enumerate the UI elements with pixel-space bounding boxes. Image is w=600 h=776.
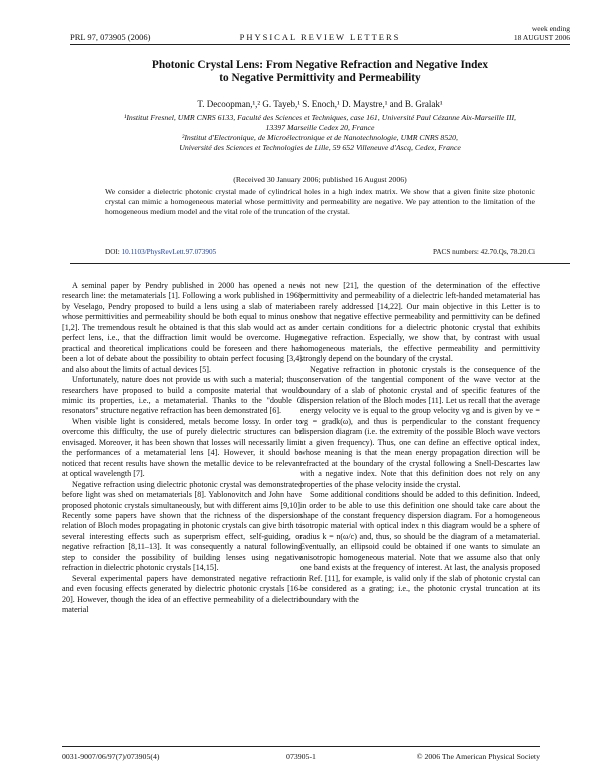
body-paragraph: A seminal paper by Pendry published in 2000 has opened a new research line: the metamaterials [1]. Following a work published in 1968 by Veselago, Pendry proposed to build a lens using a slab of material whose permittivities and permeability should be both equal to minus one [1,2]. The tremendous result he obtained is that this slab would act as a perfect lens, i.e., that the diffraction limit would be overcome. Huge practical and theoretical implications could be foreseen and there has been a lot of debate about the possibility to obtain perfect focusing [3,4] and also about the limits of actual devices [5].	[62, 281, 302, 374]
body-paragraph: When visible light is considered, metals become lossy. In order to overcome this difficulty, the use of purely dielectric structures can be envisaged. Moreover, it has been shown that losses will necessarily limit the performances of a metamaterial lens [4]. However, it should be noticed that recent results have shown the metallic device to be relevant at optical wavelength [7].	[62, 416, 302, 479]
running-header	[70, 24, 570, 44]
body-column-left	[62, 281, 302, 616]
received-date: (Received 30 January 2006; published 16 August 2006)	[233, 175, 407, 184]
footer-page-number: 073905-1	[286, 752, 316, 761]
affiliation-line: Université des Sciences et Technologies de Lille, 59 652 Villeneuve d'Ascq, Cedex, France	[179, 143, 461, 152]
body-paragraph: Several experimental papers have demonstrated negative refraction and even focusing effects generated by dielectric photonic crystals [16–20]. However, though the idea of an effective permeability of a dielectric material	[62, 573, 302, 615]
affiliation-line: 13397 Marseille Cedex 20, France	[265, 123, 375, 132]
title-line-1: Photonic Crystal Lens: From Negative Refraction and Negative Index	[151, 59, 489, 71]
header-date-line2: 18 AUGUST 2006	[513, 33, 570, 42]
doi-label: DOI:	[105, 248, 120, 256]
body-paragraph: Unfortunately, nature does not provide us with such a material; thus, researchers have proposed to build a composite material that would mimic its properties, i.e., a metamaterial. Thanks to the "double C resonators" structure negative refraction has been demonstrated [6].	[62, 375, 302, 416]
author-list: T. Decoopman,¹,² G. Tayeb,¹ S. Enoch,¹ D. Maystre,¹ and B. Gralak¹	[197, 99, 443, 109]
header-journal: PHYSICAL REVIEW LETTERS	[239, 32, 401, 42]
body-column-right	[300, 281, 540, 605]
doi-line	[105, 248, 216, 256]
abstract-rule	[70, 263, 570, 264]
body-paragraph: Some additional conditions should be added to this definition. Indeed, in order to be able to use this definition one should take care about the shape of the constant frequency dispersion diagram. For a homogeneous isotropic material with optical index n this diagram would be a sphere of radius k = n(ω/c) and, thus, so should be the diagram of a metamaterial. Eventually, an ellipsoid could be obtained if one wants to simulate an anisotropic homogeneous material. Note that we assume also that only one band exists at the frequency of interest. At last, the analysis proposed in Ref. [11], for example, is valid only if the slab of photonic crystal can be considered as a grating; i.e., the photonic crystal truncation at its boundary with the	[300, 490, 540, 604]
footer-code: 0031-9007/06/97(7)/073905(4)	[62, 752, 160, 761]
footer-rule	[62, 746, 540, 747]
footer-copyright: © 2006 The American Physical Society	[416, 752, 540, 761]
affiliations	[70, 113, 570, 153]
header-date	[514, 24, 570, 42]
paper-title	[70, 59, 570, 85]
body-paragraph: Negative refraction using dielectric photonic crystal was demonstrated before light was shed on metamaterials [8]. Yablonovitch and John have proposed photonic crystals simultaneously, but with different aims [9,10]. Recently some papers have shown that the richness of the dispersion relation of Bloch modes propagating in photonic crystals can give birth to several interesting effects such as superprism effect, self-guiding, or negative refraction [8,11–13]. It was consequently a natural following step to consider the possibility of building lenses using negative refraction in dielectric photonic crystals [14,15].	[62, 479, 302, 573]
abstract: We consider a dielectric photonic crystal made of cylindrical holes in a high index matrix. We show that a given finite size photonic crystal can mimic a homogeneous material whose permittivity and permeability are negative. We pay attention to the limitation of the homogeneous medium model and the vital role of the truncation of the crystal.	[105, 187, 535, 217]
affiliation-line: ¹Institut Fresnel, UMR CNRS 6133, Faculté des Sciences et Techniques, case 161, Université Paul Cézanne Aix-Marseille III,	[123, 113, 517, 122]
body-paragraph: is not new [21], the question of the determination of the effective permittivity and permeability of a dielectric left-handed metamaterial has been rarely addressed [14,22]. Our main objective in this Letter is to show that negative effective permeability and permittivity can be defined under certain conditions for a dielectric photonic crystal that exhibits negative refraction. Especially, we show that, by contrast with usual homogeneous materials, the effective permeability and permittivity strongly depend on the boundary of the crystal.	[300, 281, 540, 364]
title-line-2: to Negative Permittivity and Permeability	[219, 72, 421, 84]
header-rule	[70, 44, 570, 45]
pacs-numbers: PACS numbers: 42.70.Qs, 78.20.Ci	[433, 248, 535, 256]
affiliation-line: ²Institut d'Electronique, de Microélectronique et de Nanotechnologie, UMR CNRS 8520,	[182, 133, 458, 142]
header-citation: PRL 97, 073905 (2006)	[70, 32, 151, 42]
header-date-line1: week ending	[531, 24, 570, 33]
doi-link[interactable]: 10.1103/PhysRevLett.97.073905	[121, 248, 217, 256]
page-footer	[62, 752, 540, 764]
body-paragraph: Negative refraction in photonic crystals is the consequence of the conservation of the tangential component of the wave vector at the boundary of a slab of photonic crystal and of specific features of the dispersion relation of the Bloch modes [11]. Let us recall that the average energy velocity ve is equal to the group velocity vg and is given by ve = vg = gradk(ω), and thus is perpendicular to the constant frequency dispersion diagram (i.e. the extremity of the possible Bloch wave vectors at a given frequency). Thus, one can define an effective optical index, whose meaning is that the mean energy propagation direction will be refracted at the boundary of the crystal following a Snell-Descartes law with a negative index. Note that this definition does not rely on any properties of the phase velocity inside the crystal.	[300, 364, 540, 489]
